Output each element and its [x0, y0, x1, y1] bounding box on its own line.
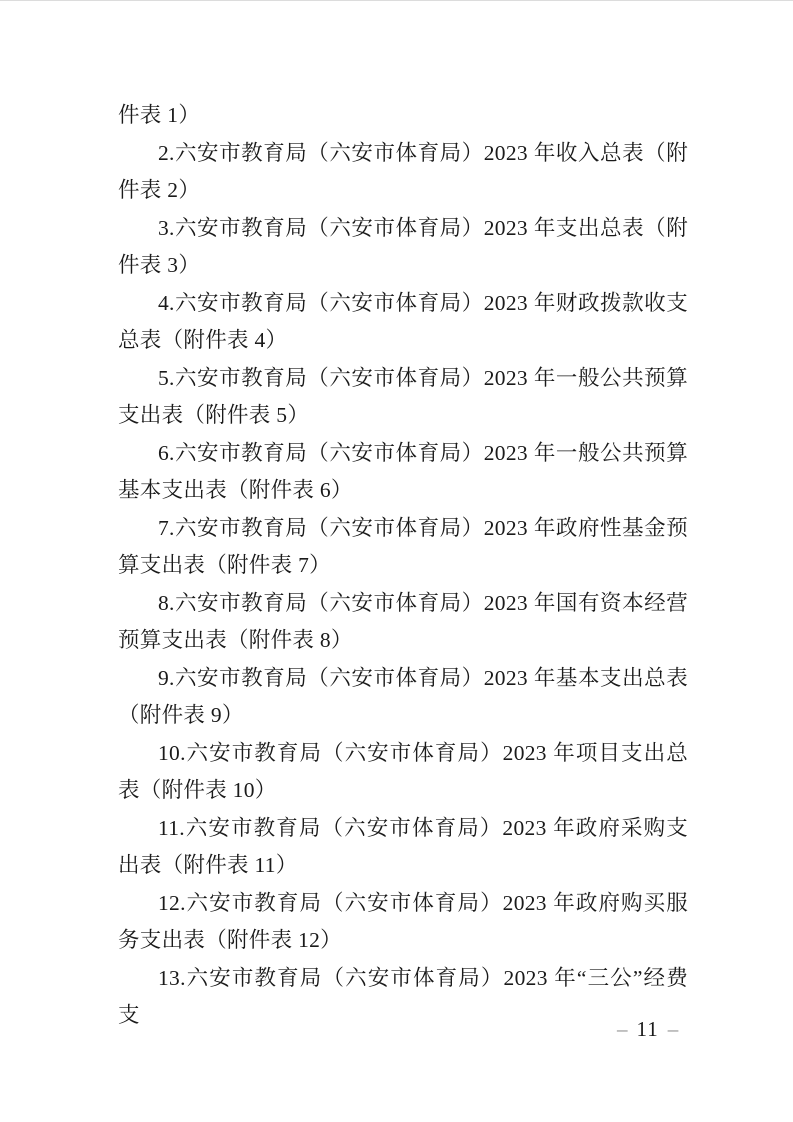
- document-line: 支出表（附件表 5）: [118, 403, 310, 427]
- document-line: 6.六安市教育局（六安市体育局）2023 年一般公共预算: [158, 440, 688, 465]
- document-line: 务支出表（附件表 12）: [118, 928, 342, 952]
- document-line: 算支出表（附件表 7）: [118, 553, 331, 577]
- document-line: 4.六安市教育局（六安市体育局）2023 年财政拨款收支: [158, 290, 688, 315]
- document-line: 11.六安市教育局（六安市体育局）2023 年政府采购支: [158, 815, 688, 840]
- document-line: 件表 1）: [118, 103, 201, 127]
- document-line: 8.六安市教育局（六安市体育局）2023 年国有资本经营: [158, 590, 688, 615]
- document-line: 12.六安市教育局（六安市体育局）2023 年政府购买服: [158, 890, 688, 915]
- page-number: [617, 1018, 678, 1040]
- document-line: 出表（附件表 11）: [118, 853, 298, 877]
- document-line: （附件表 9）: [118, 703, 244, 727]
- document-line: 件表 3）: [118, 253, 201, 277]
- document-line: 3.六安市教育局（六安市体育局）2023 年支出总表（附: [158, 215, 688, 240]
- document-line: 件表 2）: [118, 178, 201, 202]
- document-line: 表（附件表 10）: [118, 778, 277, 802]
- document-line: 总表（附件表 4）: [118, 328, 288, 352]
- document-line: 7.六安市教育局（六安市体育局）2023 年政府性基金预: [158, 515, 688, 540]
- document-line: 2.六安市教育局（六安市体育局）2023 年收入总表（附: [158, 140, 688, 165]
- document-line: 5.六安市教育局（六安市体育局）2023 年一般公共预算: [158, 365, 688, 390]
- page-number-dash-left: –: [617, 1017, 628, 1041]
- document-line: 基本支出表（附件表 6）: [118, 478, 353, 502]
- page-number-dash-right: –: [667, 1017, 679, 1041]
- document-line: 10.六安市教育局（六安市体育局）2023 年项目支出总: [158, 740, 688, 765]
- document-line: 9.六安市教育局（六安市体育局）2023 年基本支出总表: [158, 665, 688, 690]
- document-line: 预算支出表（附件表 8）: [118, 628, 353, 652]
- document-body: [118, 97, 688, 1027]
- page-number-value: 11: [636, 1017, 659, 1041]
- page-top-border: [0, 0, 793, 1]
- document-line: 13.六安市教育局（六安市体育局）2023 年“三公”经费支: [118, 965, 688, 1027]
